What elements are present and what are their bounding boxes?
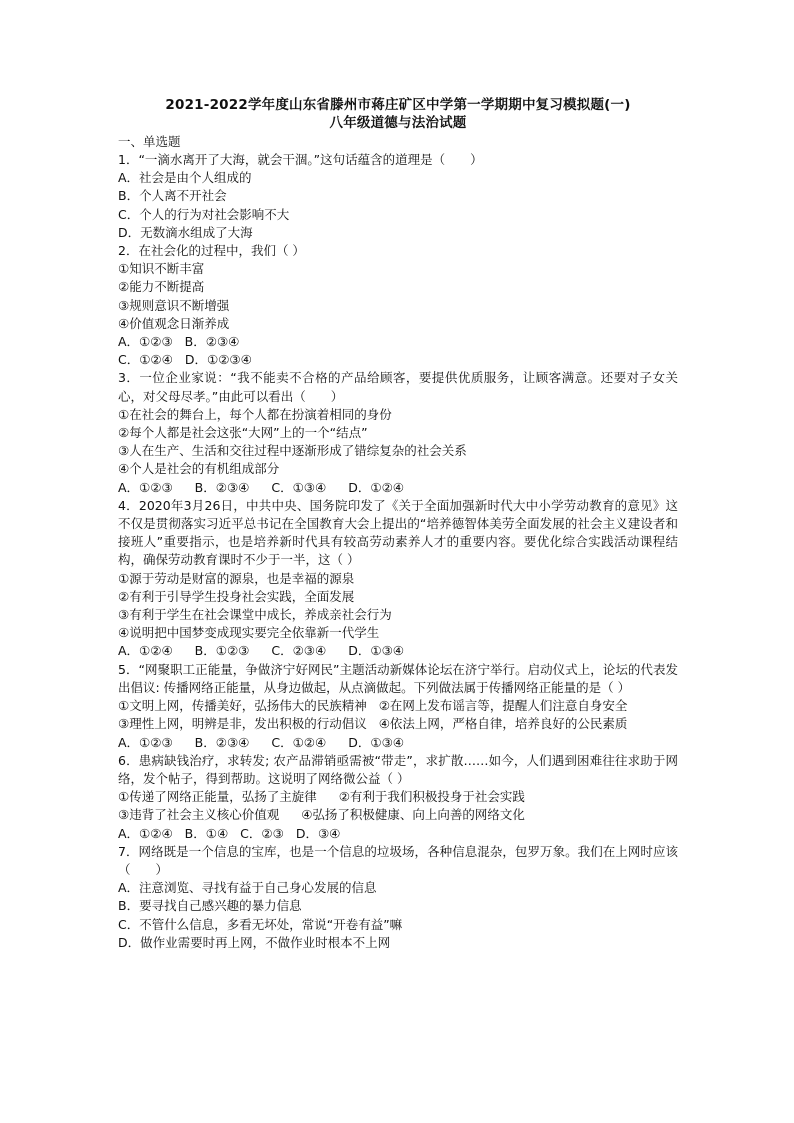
option-b: B．②③④ <box>194 734 250 750</box>
statement-3: ③违背了社会主义核心价值观 <box>118 807 280 823</box>
statement-1: ①知识不断丰富 <box>118 261 205 277</box>
option-d: D．①③④ <box>348 643 404 659</box>
statement-3: ③人在生产、生活和交往过程中逐渐形成了错综复杂的社会关系 <box>118 443 467 459</box>
option-b: B．要寻找自己感兴趣的暴力信息 <box>118 898 302 914</box>
option-b: B．个人离不开社会 <box>118 188 227 204</box>
statement-3: ③理性上网，明辨是非，发出积极的行动倡议 <box>118 716 367 732</box>
question-2 <box>118 242 678 369</box>
option-c: C．①②④ <box>118 352 173 368</box>
exam-page <box>118 96 678 952</box>
section-heading: 一、单选题 <box>118 134 181 149</box>
question-stem: 6．患病缺钱治疗，求转发; 农产品滞销亟需被“带走”，求扩散……如今，人们遇到困难往往求助于网络，发个帖子，得到帮助。这说明了网络微公益（ ） <box>118 752 678 786</box>
question-3 <box>118 369 678 496</box>
question-5 <box>118 661 678 752</box>
question-stem: 3．一位企业家说：“我不能卖不合格的产品给顾客，要提供优质服务，让顾客满意。还要对子女关心，对父母尽孝。”由此可以看出（ ） <box>118 370 678 404</box>
option-a: A．①②④ <box>118 825 173 841</box>
statement-row <box>118 806 678 824</box>
option-b: B．②③④ <box>194 479 250 495</box>
option-b: B．①②③ <box>194 643 250 659</box>
question-stem: 2．在社会化的过程中，我们（ ） <box>118 243 305 259</box>
option-d: D．①②④ <box>348 479 404 495</box>
answer-row <box>118 734 678 752</box>
question-stem: 1．“一滴水离开了大海，就会干涸。”这句话蕴含的道理是（ ） <box>118 152 483 167</box>
answer-row <box>118 479 678 497</box>
option-a: A．①②③ <box>118 334 173 350</box>
statement-2: ②每个人都是社会这张“大网”上的一个“结点” <box>118 425 368 441</box>
option-d: D．无数滴水组成了大海 <box>118 224 253 240</box>
statement-1: ①在社会的舞台上，每个人都在扮演着相同的身份 <box>118 406 392 422</box>
statement-3: ③有利于学生在社会课堂中成长，养成亲社会行为 <box>118 607 392 623</box>
option-c: C．①③④ <box>271 479 327 495</box>
exam-title: 2021-2022学年度山东省滕州市蒋庄矿区中学第一学期期中复习模拟题(一) <box>165 97 631 113</box>
statement-4: ④弘扬了积极健康、向上向善的网络文化 <box>301 807 525 823</box>
option-a: A．①②③ <box>118 479 173 495</box>
option-d: D．①②③④ <box>184 352 252 368</box>
option-d: D．③④ <box>295 825 341 841</box>
statement-1: ①文明上网，传播美好，弘扬伟大的民族精神 <box>118 698 367 714</box>
question-7 <box>118 843 678 952</box>
option-a: A．注意浏览、寻找有益于自己身心发展的信息 <box>118 880 377 896</box>
option-a: A．①②④ <box>118 643 173 659</box>
statement-2: ②能力不断提高 <box>118 279 205 295</box>
statement-row <box>118 715 678 733</box>
question-stem: 4．2020年3月26日，中共中央、国务院印发了《关于全面加强新时代大中小学劳动教育的意见》这不仅是贯彻落实习近平总书记在全国教育大会上提出的“培养德智体美劳全面发展的社会主义建设者和接班人”重要指示，也是培养新时代具有较高劳动素养人才的重要内容。要优化综合实践活动课程结构，确保劳动教育课时不少于一半，这（ ） <box>118 497 678 568</box>
option-c: C．个人的行为对社会影响不大 <box>118 206 290 222</box>
question-6 <box>118 752 678 843</box>
statement-1: ①源于劳动是财富的源泉，也是幸福的源泉 <box>118 570 355 586</box>
statement-1: ①传递了网络正能量，弘扬了主旋律 <box>118 789 317 805</box>
statement-4: ④依法上网，严格自律，培养良好的公民素质 <box>378 716 628 732</box>
option-a: A．社会是由个人组成的 <box>118 170 252 186</box>
answer-row <box>118 825 678 843</box>
statement-2: ②有利于我们积极投身于社会实践 <box>338 789 525 805</box>
question-4 <box>118 497 678 661</box>
statement-row <box>118 697 678 715</box>
statement-2: ②在网上发布谣言等，提醒人们注意自身安全 <box>378 698 628 714</box>
option-c: C．不管什么信息，多看无坏处，常说“开卷有益”嘛 <box>118 916 403 932</box>
statement-4: ④说明把中国梦变成现实要完全依靠新一代学生 <box>118 625 380 641</box>
option-b: B．①④ <box>184 825 229 841</box>
answer-row <box>118 642 678 660</box>
option-c: C．②③ <box>240 825 284 841</box>
option-d: D．①③④ <box>348 734 404 750</box>
statement-3: ③规则意识不断增强 <box>118 297 230 313</box>
statement-4: ④价值观念日渐养成 <box>118 315 230 331</box>
answer-row <box>118 351 678 369</box>
exam-subtitle: 八年级道德与法治试题 <box>329 115 467 131</box>
question-stem: 7．网络既是一个信息的宝库，也是一个信息的垃圾场，各种信息混杂，包罗万象。我们在上网时应该（ ） <box>118 843 678 877</box>
question-stem: 5．“网聚职工正能量，争做济宁好网民”主题活动新媒体论坛在济宁举行。启动仪式上，论坛的代表发出倡议: 传播网络正能量，从身边做起，从点滴做起。下列做法属于传播网络正能量的是（ ） <box>118 661 678 695</box>
option-d: D．做作业需要时再上网，不做作业时根本不上网 <box>118 934 391 950</box>
statement-row <box>118 788 678 806</box>
question-1 <box>118 151 678 242</box>
statement-2: ②有利于引导学生投身社会实践，全面发展 <box>118 588 355 604</box>
answer-row <box>118 333 678 351</box>
option-c: C．②③④ <box>271 643 327 659</box>
statement-4: ④个人是社会的有机组成部分 <box>118 461 280 477</box>
option-c: C．①②④ <box>271 734 327 750</box>
option-a: A．①②③ <box>118 734 173 750</box>
option-b: B．②③④ <box>184 334 240 350</box>
